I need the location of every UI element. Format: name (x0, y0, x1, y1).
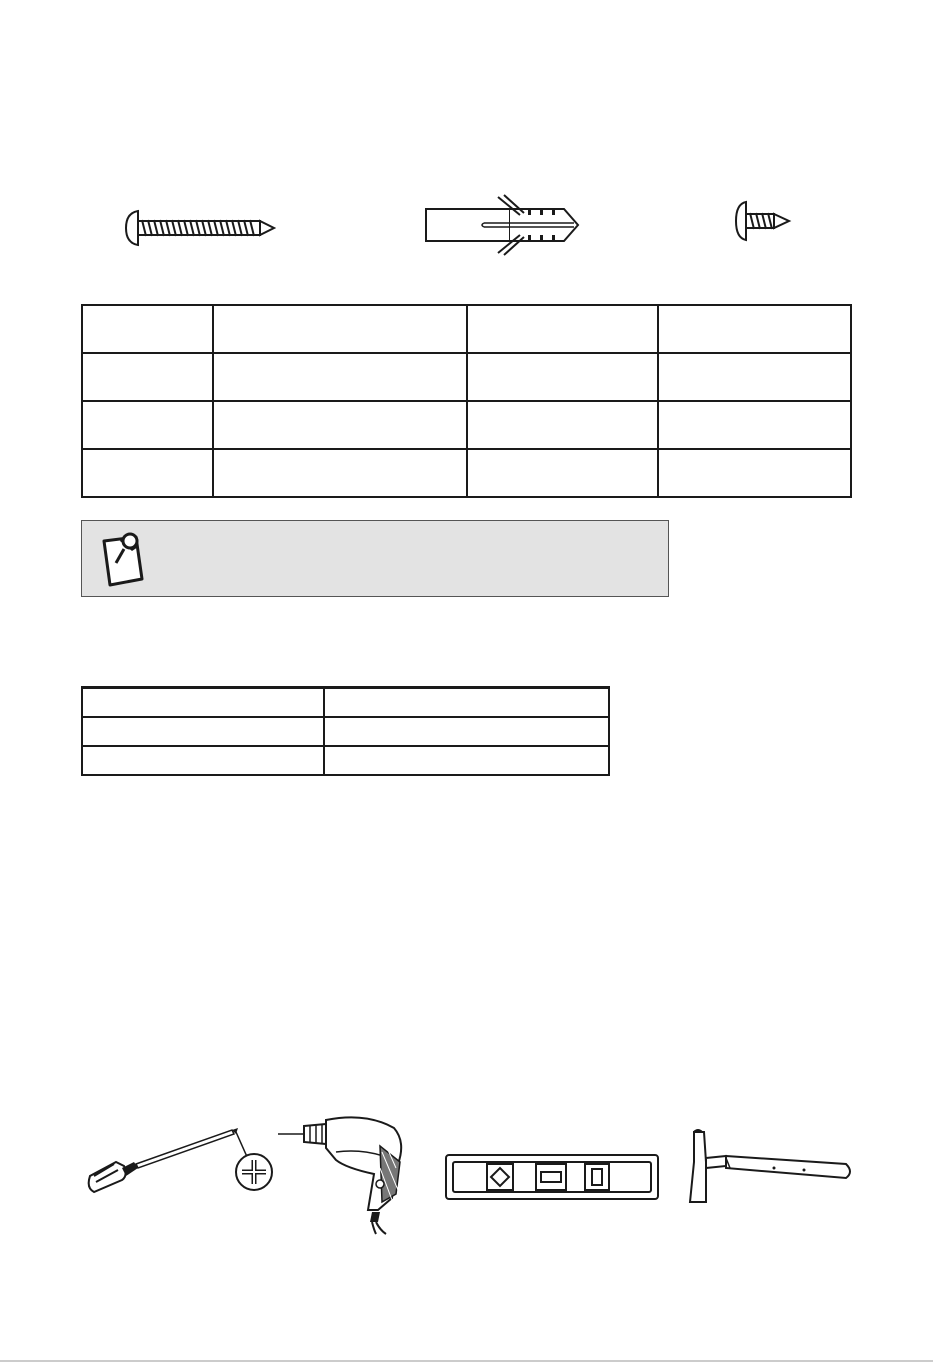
long-screw-icon (124, 207, 276, 249)
table-cell (658, 305, 851, 353)
table-cell (467, 353, 658, 401)
table-row (82, 353, 851, 401)
table-cell (658, 353, 851, 401)
pushpin-note-icon (98, 529, 150, 589)
table-cell (82, 305, 213, 353)
table-cell (324, 717, 609, 746)
table-cell (658, 401, 851, 449)
table-row (82, 688, 609, 718)
table-cell (658, 449, 851, 497)
table-cell (82, 353, 213, 401)
table-cell (213, 449, 467, 497)
parts-table (81, 304, 852, 498)
table-cell (324, 688, 609, 718)
spec-table (81, 686, 610, 776)
table-row (82, 717, 609, 746)
table-cell (467, 449, 658, 497)
table-cell (213, 305, 467, 353)
table-cell (213, 353, 467, 401)
table-row (82, 449, 851, 497)
note-box (81, 520, 669, 597)
table-cell (467, 305, 658, 353)
table-cell (82, 688, 324, 718)
table-cell (82, 401, 213, 449)
table-cell (467, 401, 658, 449)
hammer-icon (686, 1128, 854, 1204)
electric-drill-icon (276, 1112, 418, 1236)
short-screw-icon (734, 198, 792, 244)
table-row (82, 401, 851, 449)
table-cell (82, 717, 324, 746)
table-row (82, 746, 609, 775)
table-row (82, 305, 851, 353)
spirit-level-icon (445, 1154, 659, 1200)
table-cell (324, 746, 609, 775)
table-cell (213, 401, 467, 449)
phillips-screwdriver-icon (82, 1118, 274, 1198)
wall-anchor-icon (424, 193, 582, 257)
table-cell (82, 746, 324, 775)
table-cell (82, 449, 213, 497)
